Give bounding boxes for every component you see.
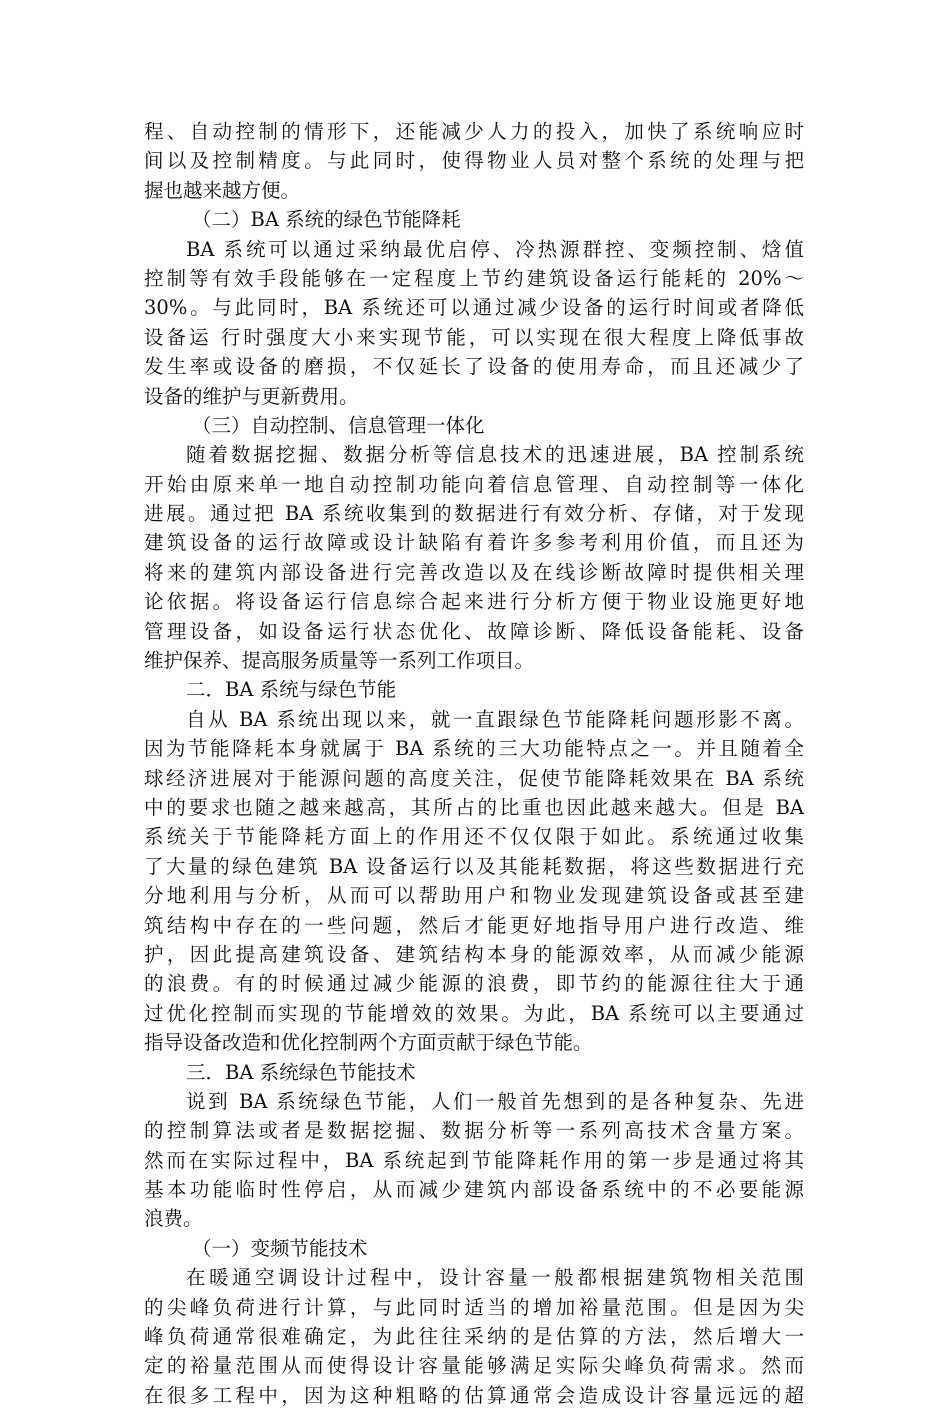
body-line: 指导设备改造和优化控制两个方面贡献于绿色节能。 [144, 1031, 593, 1055]
body-line: 因为节能降耗本身就属于 BA 系统的三大功能特点之一。并且随着全 [144, 737, 804, 761]
body-line: 进展。通过把 BA 系统收集到的数据进行有效分析、存储，对于发现 [144, 502, 804, 526]
body-line: 的尖峰负荷进行计算，与此同时适当的增加裕量范围。但是因为尖 [144, 1295, 804, 1319]
body-line: 管理设备，如设备运行状态优化、故障诊断、降低设备能耗、设备 [144, 619, 804, 643]
body-line: 的浪费。有的时候通过减少能源的浪费，即节约的能源往往大于通 [144, 972, 804, 996]
body-line: 将来的建筑内部设备进行完善改造以及在线诊断故障时提供相关理 [144, 560, 804, 584]
body-line: 了大量的绿色建筑 BA 设备运行以及其能耗数据，将这些数据进行充 [144, 854, 804, 878]
subsection-heading: （一）变频节能技术 [192, 1236, 368, 1260]
body-line: 护，因此提高建筑设备、建筑结构本身的能源效率，从而减少能源 [144, 942, 804, 966]
body-line: 30%。与此同时，BA 系统还可以通过减少设备的运行时间或者降低 [144, 296, 804, 320]
body-line: 的控制算法或者是数据挖掘、数据分析等一系列高技术含量方案。 [144, 1119, 804, 1143]
body-line: 间以及控制精度。与此同时，使得物业人员对整个系统的处理与把 [144, 149, 804, 173]
body-line: 基本功能临时性停启，从而减少建筑内部设备系统中的不必要能源 [144, 1178, 804, 1202]
body-line: 设备运 行时强度大小来实现节能，可以实现在很大程度上降低事故 [144, 325, 804, 349]
body-line: 发生率或设备的磨损，不仅延长了设备的使用寿命，而且还减少了 [144, 355, 804, 379]
body-line: 维护保养、提高服务质量等一系列工作项目。 [144, 649, 535, 673]
body-line: 自从 BA 系统出现以来，就一直跟绿色节能降耗问题形影不离。 [186, 707, 804, 731]
body-line: 握也越来越方便。 [144, 178, 301, 202]
body-line: 在暖通空调设计过程中，设计容量一般都根据建筑物相关范围 [186, 1266, 804, 1290]
body-line: 说到 BA 系统绿色节能，人们一般首先想到的是各种复杂、先进 [186, 1089, 804, 1113]
body-line: 球经济进展对于能源问题的高度关注，促使节能降耗效果在 BA 系统 [144, 766, 804, 790]
body-line: 设备的维护与更新费用。 [144, 384, 359, 408]
body-line: 过优化控制而实现的节能增效的效果。为此，BA 系统可以主要通过 [144, 1001, 804, 1025]
subsection-heading: （二）BA 系统的绿色节能降耗 [192, 208, 461, 232]
body-line: 控制等有效手段能够在一定程度上节约建筑设备运行能耗的 20%～ [144, 266, 804, 290]
subsection-heading: （三）自动控制、信息管理一体化 [192, 413, 485, 437]
body-line: 程、自动控制的情形下，还能减少人力的投入，加快了系统响应时 [144, 120, 804, 143]
section-heading: 二．BA 系统与绿色节能 [186, 678, 397, 702]
body-line: 定的裕量范围从而使得设计容量能够满足实际尖峰负荷需求。然而 [144, 1354, 804, 1378]
body-line: 然而在实际过程中，BA 系统起到节能降耗作用的第一步是通过将其 [144, 1148, 804, 1172]
body-line: 开始由原来单一地自动控制功能向着信息管理、自动控制等一体化 [144, 472, 804, 496]
body-line: 论依据。将设备运行信息综合起来进行分析方便于物业设施更好地 [144, 590, 804, 614]
section-heading: 三．BA 系统绿色节能技术 [186, 1060, 416, 1084]
body-line: 浪费。 [144, 1207, 203, 1231]
body-line: 系统关于节能降耗方面上的作用还不仅仅限于如此。系统通过收集 [144, 825, 804, 849]
body-line: 在很多工程中，因为这种粗略的估算通常会造成设计容量远远的超 [144, 1383, 804, 1407]
body-line: 中的要求也随之越来越高，其所占的比重也因此越来越大。但是 BA [144, 795, 804, 819]
body-line: 筑结构中存在的一些问题，然后才能更好地指导用户进行改造、维 [144, 913, 804, 937]
body-line: BA 系统可以通过采纳最优启停、冷热源群控、变频控制、焓值 [186, 237, 804, 261]
body-line: 建筑设备的运行故障或设计缺陷有着许多参考利用价值，而且还为 [144, 531, 804, 555]
body-line: 分地利用与分析，从而可以帮助用户和物业发现建筑设备或甚至建 [144, 884, 804, 908]
document-body [144, 117, 804, 1410]
body-line: 随着数据挖掘、数据分析等信息技术的迅速进展，BA 控制系统 [186, 443, 804, 467]
body-line: 峰负荷通常很难确定，为此往往采纳的是估算的方法，然后增大一 [144, 1325, 804, 1349]
